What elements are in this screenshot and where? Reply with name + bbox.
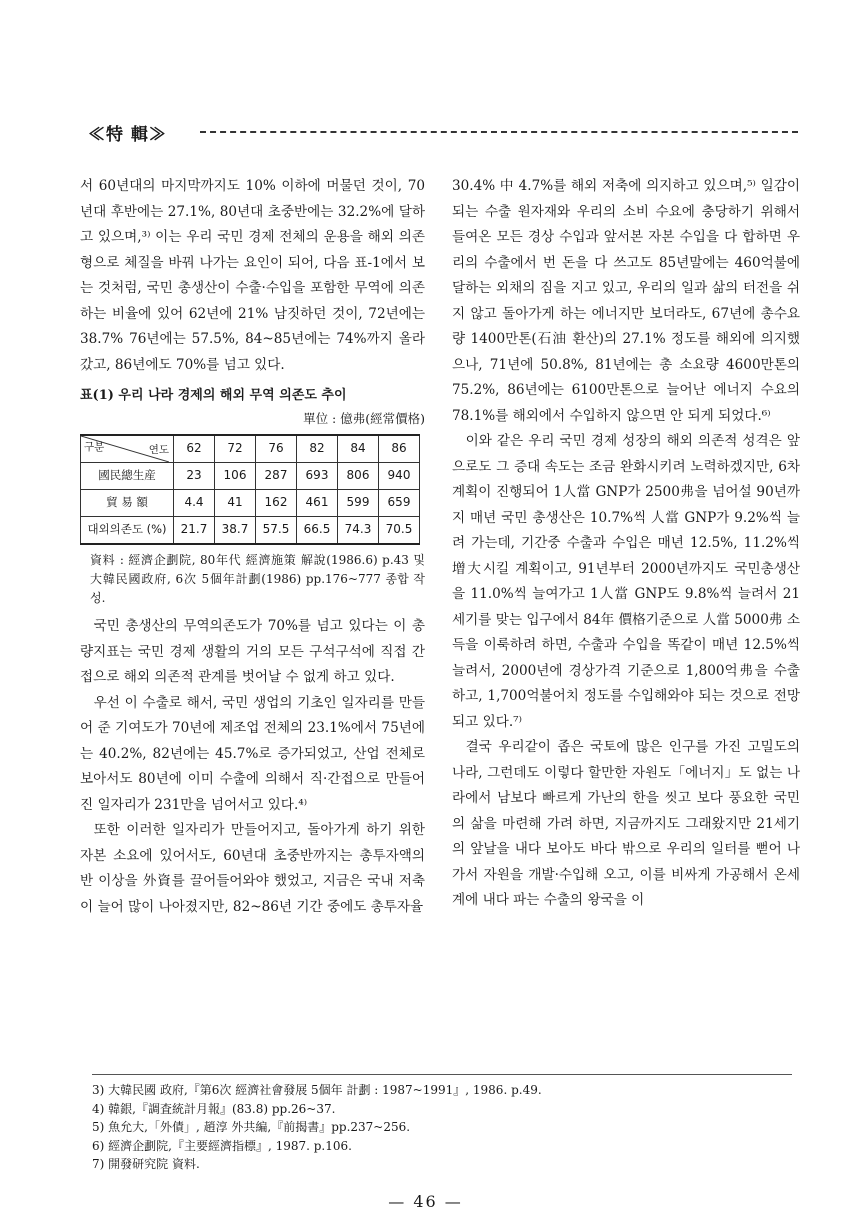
table-cell: 38.7 — [215, 517, 256, 545]
left-paragraph-3: 우선 이 수출로 해서, 국민 생업의 기초인 일자리를 만들어 준 기여도가 70년에 제조업 전체의 23.1%에서 75년에는 40.2%, 82년에는 45.7%로 증가되었고, 산업 전체로 보아서도 80년에 이미 수출에 의해서 직·간접으로 만들어진 일자리가 231만을 넘어서고 있다.⁴⁾ — [80, 694, 425, 813]
table-cell: 461 — [297, 490, 338, 517]
footnote-item: 3) 大韓民國 政府,『第6次 經濟社會發展 5個年 計劃 : 1987~1991』, 1986. p.49. — [92, 1083, 542, 1097]
footnote-item: 6) 經濟企劃院,『主要經濟指標』, 1987. p.106. — [92, 1138, 352, 1153]
table-unit: 單位 : 億弗(經常價格) — [303, 411, 425, 426]
table-cell: 23 — [174, 463, 215, 490]
year-header: 86 — [379, 435, 420, 463]
table-cell: 74.3 — [338, 517, 379, 545]
table-caption: 표(1) 우리 나라 경제의 해외 무역 의존도 추이 — [80, 388, 347, 403]
right-column — [452, 174, 800, 914]
left-paragraph-4: 또한 이러한 일자리가 만들어지고, 돌아가게 하기 위한 자본 소요에 있어서도, 60년대 초중반까지는 총투자액의 반 이상을 外資를 끌어들어와야 했었고, 지금은 국내 저축이 늘어 많이 나아졌지만, 82~86년 기간 중에도 총투자율 — [80, 822, 425, 915]
table-cell: 162 — [256, 490, 297, 517]
table-cell: 806 — [338, 463, 379, 490]
left-paragraph-2: 국민 총생산의 무역의존도가 70%를 넘고 있다는 이 총량지표는 국민 경제 생활의 거의 모든 구석구석에 직접 간접으로 해외 의존적 관계를 벗어날 수 없게 하고 있다. — [80, 618, 425, 685]
footnote-item: 7) 開發研究院 資料. — [92, 1157, 200, 1171]
right-paragraph-1: 30.4% 中 4.7%를 해외 저축에 의지하고 있으며,⁵⁾ 일감이 되는 수출 원자재와 우리의 소비 수요에 충당하기 위해서 들여온 모든 경상 수입과 앞서본 자본 수입을 다 합하면 우리의 수출에서 번 돈을 다 쓰고도 85년말에는 460억불에 달하는 외채의 짐을 지고 있고, 우리의 일과 삶의 터전을 쉬지 않고 돌아가게 하는 에너지만 보더라도, 67년에 총수요량 1400만톤(石油 환산)의 27.1% 정도를 해외에 의지했으나, 71년에 50.8%, 81년에는 총 소요량 4600만톤의 75.2%, 86년에는 6100만톤으로 늘어난 에너지 수요의 78.1%를 해외에서 수입하지 않으면 안 되게 되었다.⁶⁾ — [452, 178, 800, 424]
left-paragraph-1: 서 60년대의 마지막까지도 10% 이하에 머물던 것이, 70년대 후반에는 27.1%, 80년대 초중반에는 32.2%에 달하고 있으며,³⁾ 이는 우리 국민 경제 전체의 운용을 해외 의존형으로 체질을 바꿔 나가는 요인이 되어, 다음 표-1에서 보는 것처럼, 국민 총생산이 수출·수입을 포함한 무역에 의존하는 비율에 있어 62년에 21% 남짓하던 것이, 72년에는 38.7% 76년에는 57.5%, 84~85년에는 74%까지 올라갔고, 86년에도 70%를 넘고 있다. — [80, 178, 425, 373]
table-row-trade — [81, 490, 420, 517]
table-cell: 599 — [338, 490, 379, 517]
table-row-gnp — [81, 463, 420, 490]
row-label: 대외의존도 (%) — [81, 517, 174, 545]
row-label: 貿 易 額 — [81, 490, 174, 517]
left-column — [80, 174, 425, 920]
year-header: 76 — [256, 435, 297, 463]
year-header: 62 — [174, 435, 215, 463]
section-header — [88, 120, 798, 145]
table-cell: 57.5 — [256, 517, 297, 545]
row-label: 國民總生産 — [81, 463, 174, 490]
table-cell: 66.5 — [297, 517, 338, 545]
table-cell: 940 — [379, 463, 420, 490]
table-cell: 287 — [256, 463, 297, 490]
table-cell: 21.7 — [174, 517, 215, 545]
header-dashed-rule — [200, 131, 798, 133]
table-cell: 41 — [215, 490, 256, 517]
table-row-dependency — [81, 517, 420, 545]
right-paragraph-2: 이와 같은 우리 국민 경제 성장의 해외 의존적 성격은 앞으로도 그 증대 속도는 조금 완화시키려 노력하겠지만, 6차 계획이 진행되어 1人當 GNP가 2500弗을 넘어설 90년까지 매년 국민 총생산은 10.7%씩 人當 GNP가 9.2%씩 늘려 가는데, 기간중 수출과 수입은 매년 12.5%, 11.2%씩 增大시킬 계획이고, 91년부터 2000년까지도 국민총생산을 11.0%씩 늘여가고 1人當 GNP도 9.8%씩 늘려서 21세기를 맞는 입구에서 84年 價格기준으로 人當 5000弗 소득을 이룩하려 하면, 수출과 수입을 똑같이 매년 12.5%씩 늘려서, 2000년에 경상가격 기준으로 1,800억弗을 수출하고, 1,700억불어치 정도를 수입해와야 되는 것으로 전망되고 있다.⁷⁾ — [452, 433, 800, 730]
corner-label-year: 연도 — [148, 444, 169, 456]
table-cell: 4.4 — [174, 490, 215, 517]
table-cell: 693 — [297, 463, 338, 490]
right-paragraph-3: 결국 우리같이 좁은 국토에 많은 인구를 가진 고밀도의 나라, 그런데도 이렇다 할만한 자원도「에너지」도 없는 나라에서 남보다 빠르게 가난의 한을 씻고 보다 풍요한 국민의 삶을 마련해 가려 하면, 지금까지도 그래왔지만 21세기의 앞날을 내다 보아도 바다 밖으로 우리의 일터를 뻗어 나가서 자원을 개발·수입해 오고, 이를 비싸게 가공해서 온세계에 내다 파는 수출의 왕국을 이 — [452, 739, 800, 908]
year-header: 72 — [215, 435, 256, 463]
table-source: 資料 : 經濟企劃院, 80年代 經濟施策 解說(1986.6) p.43 및 大韓民國政府, 6次 5個年計劃(1986) pp.176~777 종합 작성. — [90, 553, 425, 605]
table-cell: 659 — [379, 490, 420, 517]
footnotes — [92, 1074, 792, 1174]
table-cell: 106 — [215, 463, 256, 490]
table-corner-cell — [81, 435, 174, 463]
table-cell: 70.5 — [379, 517, 420, 545]
footnote-item: 5) 魚允大,「外債」, 趙淳 外共編,『前揭書』pp.237~256. — [92, 1120, 411, 1134]
table-header-row — [81, 435, 420, 463]
year-header: 84 — [338, 435, 379, 463]
section-title: ≪特 輯≫ — [88, 125, 167, 145]
footnote-item: 4) 韓銀,『調査統計月報』(83.8) pp.26~37. — [92, 1101, 336, 1116]
trade-dependency-table — [80, 434, 420, 545]
page-number: — 46 — — [388, 1192, 463, 1211]
year-header: 82 — [297, 435, 338, 463]
corner-label-category: 구분 — [84, 440, 105, 453]
